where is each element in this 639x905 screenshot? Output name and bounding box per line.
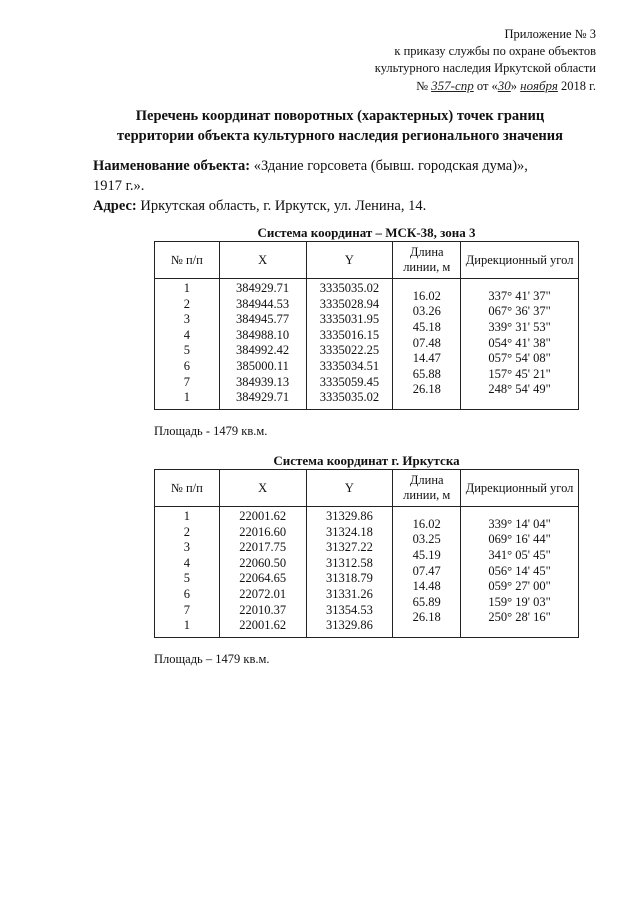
x-value: 22010.37: [239, 602, 287, 617]
point-number: 3: [183, 540, 190, 555]
y-value: 31324.18: [325, 524, 373, 539]
order-number: 357-спр: [431, 78, 474, 93]
y-value: 31331.26: [325, 586, 373, 601]
coordinates-table-irkutsk: [154, 469, 579, 638]
table2-caption: Система координат г. Иркутска: [273, 453, 460, 468]
angle-value: 339° 14' 04": [488, 516, 551, 531]
table-header-row: [155, 470, 579, 507]
angle-value: 069° 16' 44": [488, 532, 551, 547]
point-number: 3: [183, 312, 190, 327]
angle-value: 059° 27' 00": [488, 579, 551, 594]
y-value: 3335016.15: [319, 327, 380, 342]
header-y: Y: [306, 470, 393, 507]
point-number: 4: [183, 327, 190, 342]
y-value: 31329.86: [325, 509, 373, 523]
length-value: 26.18: [412, 610, 441, 625]
appendix-line-3: культурного наследия Иркутской области: [374, 61, 596, 75]
header-y: Y: [306, 242, 393, 279]
length-value: 07.47: [412, 563, 441, 578]
x-value: 384992.42: [236, 343, 290, 358]
x-value: 384939.13: [236, 374, 290, 389]
y-value: 31327.22: [325, 540, 373, 555]
y-value: 3335028.94: [319, 296, 380, 311]
appendix-order-line: [375, 77, 596, 95]
x-value: 384929.71: [236, 281, 290, 295]
y-value: 3335035.02: [319, 390, 380, 405]
header-length: Длина линии, м: [393, 470, 461, 507]
x-value: 384988.10: [236, 327, 290, 342]
point-number: 1: [183, 618, 190, 633]
object-name-line: [93, 156, 593, 176]
object-address-value: Иркутская область, г. Иркутск, ул. Ленина, 14.: [140, 198, 427, 214]
point-number: 1: [183, 390, 190, 405]
order-date-day: 30: [497, 78, 511, 93]
point-number: 7: [183, 602, 190, 617]
points-column: [155, 507, 220, 638]
x-column: [219, 507, 306, 638]
y-value: 3335031.95: [319, 312, 380, 327]
angle-value: 248° 54' 49": [488, 382, 551, 397]
x-column: [219, 279, 306, 410]
length-value: 45.19: [412, 547, 441, 562]
y-value: 3335035.02: [319, 281, 380, 295]
header-length: Длина линии, м: [393, 242, 461, 279]
x-value: 384929.71: [236, 390, 290, 405]
length-value: 03.26: [412, 304, 441, 319]
x-value: 384944.53: [236, 296, 290, 311]
length-value: 65.88: [412, 366, 441, 381]
length-value: 14.47: [412, 351, 441, 366]
x-value: 22072.01: [239, 586, 287, 601]
point-number: 5: [183, 571, 190, 586]
table-header-row: [155, 242, 579, 279]
point-number: 1: [183, 509, 190, 523]
object-name-label: Наименование объекта:: [93, 158, 251, 174]
appendix-line-1: Приложение № 3: [504, 27, 596, 41]
angle-value: 157° 45' 21": [488, 366, 551, 381]
object-name-value-2: 1917 г.».: [93, 178, 145, 194]
object-name-value: «Здание горсовета (бывш. городская дума)»,: [253, 158, 528, 174]
length-value: 16.02: [412, 288, 441, 303]
length-value: 65.89: [412, 594, 441, 609]
angle-column: [461, 279, 579, 410]
y-value: 3335022.25: [319, 343, 380, 358]
length-value: 07.48: [412, 335, 441, 350]
angle-column: [461, 507, 579, 638]
title-line-2: территории объекта культурного наследия регионального значения: [117, 128, 563, 144]
point-number: 1: [183, 281, 190, 295]
y-value: 31312.58: [325, 555, 373, 570]
point-number: 5: [183, 343, 190, 358]
point-number: 2: [183, 296, 190, 311]
table1-caption: Система координат – МСК-38, зона 3: [257, 225, 476, 240]
angle-value: 339° 31' 53": [488, 319, 551, 334]
length-column: [393, 507, 461, 638]
order-date-prefix: от «: [476, 79, 498, 93]
header-x: X: [219, 470, 306, 507]
y-value: 31329.86: [325, 618, 373, 633]
angle-value: 341° 05' 45": [488, 547, 551, 562]
angle-value: 250° 28' 16": [488, 610, 551, 625]
order-date-year: 2018 г.: [561, 79, 596, 93]
angle-value: 054° 41' 38": [488, 335, 551, 350]
table1-area: Площадь - 1479 кв.м.: [154, 424, 268, 438]
x-value: 385000.11: [236, 358, 289, 373]
header-angle: Дирекционный угол: [461, 242, 579, 279]
header-number: № п/п: [155, 470, 220, 507]
y-column: [306, 279, 393, 410]
order-date-month: ноября: [520, 78, 558, 93]
x-value: 22016.60: [239, 524, 287, 539]
y-value: 3335034.51: [319, 358, 380, 373]
table-body-row: [155, 507, 579, 638]
y-value: 31318.79: [325, 571, 373, 586]
x-value: 22060.50: [239, 555, 287, 570]
x-value: 384945.77: [236, 312, 290, 327]
appendix-line-2: к приказу службы по охране объектов: [394, 44, 596, 58]
object-info: [93, 156, 593, 216]
point-number: 2: [183, 524, 190, 539]
point-number: 6: [183, 586, 190, 601]
title-line-1: Перечень координат поворотных (характерных) точек границ: [135, 108, 545, 124]
length-value: 45.18: [412, 319, 441, 334]
y-column: [306, 507, 393, 638]
point-number: 7: [183, 374, 190, 389]
length-value: 16.02: [412, 516, 441, 531]
order-date-sep: »: [510, 79, 518, 93]
angle-value: 337° 41' 37": [488, 288, 551, 303]
table2-area: Площадь – 1479 кв.м.: [154, 652, 270, 666]
angle-value: 057° 54' 08": [488, 351, 551, 366]
header-number: № п/п: [155, 242, 220, 279]
length-value: 14.48: [412, 579, 441, 594]
point-number: 4: [183, 555, 190, 570]
header-x: X: [219, 242, 306, 279]
y-value: 31354.53: [325, 602, 373, 617]
object-address-line: [93, 196, 593, 216]
length-column: [393, 279, 461, 410]
x-value: 22001.62: [239, 618, 287, 633]
order-number-prefix: №: [416, 79, 428, 93]
x-value: 22001.62: [239, 509, 287, 523]
length-value: 26.18: [412, 382, 441, 397]
point-number: 6: [183, 358, 190, 373]
length-value: 03.25: [412, 532, 441, 547]
document-title: [60, 106, 620, 146]
x-value: 22017.75: [239, 540, 287, 555]
object-address-label: Адрес:: [93, 198, 137, 214]
header-angle: Дирекционный угол: [461, 470, 579, 507]
y-value: 3335059.45: [319, 374, 380, 389]
points-column: [155, 279, 220, 410]
coordinates-table-msk38: [154, 241, 579, 410]
angle-value: 056° 14' 45": [488, 563, 551, 578]
x-value: 22064.65: [239, 571, 287, 586]
angle-value: 159° 19' 03": [488, 594, 551, 609]
angle-value: 067° 36' 37": [488, 304, 551, 319]
table-body-row: [155, 279, 579, 410]
appendix-block: [375, 26, 596, 95]
